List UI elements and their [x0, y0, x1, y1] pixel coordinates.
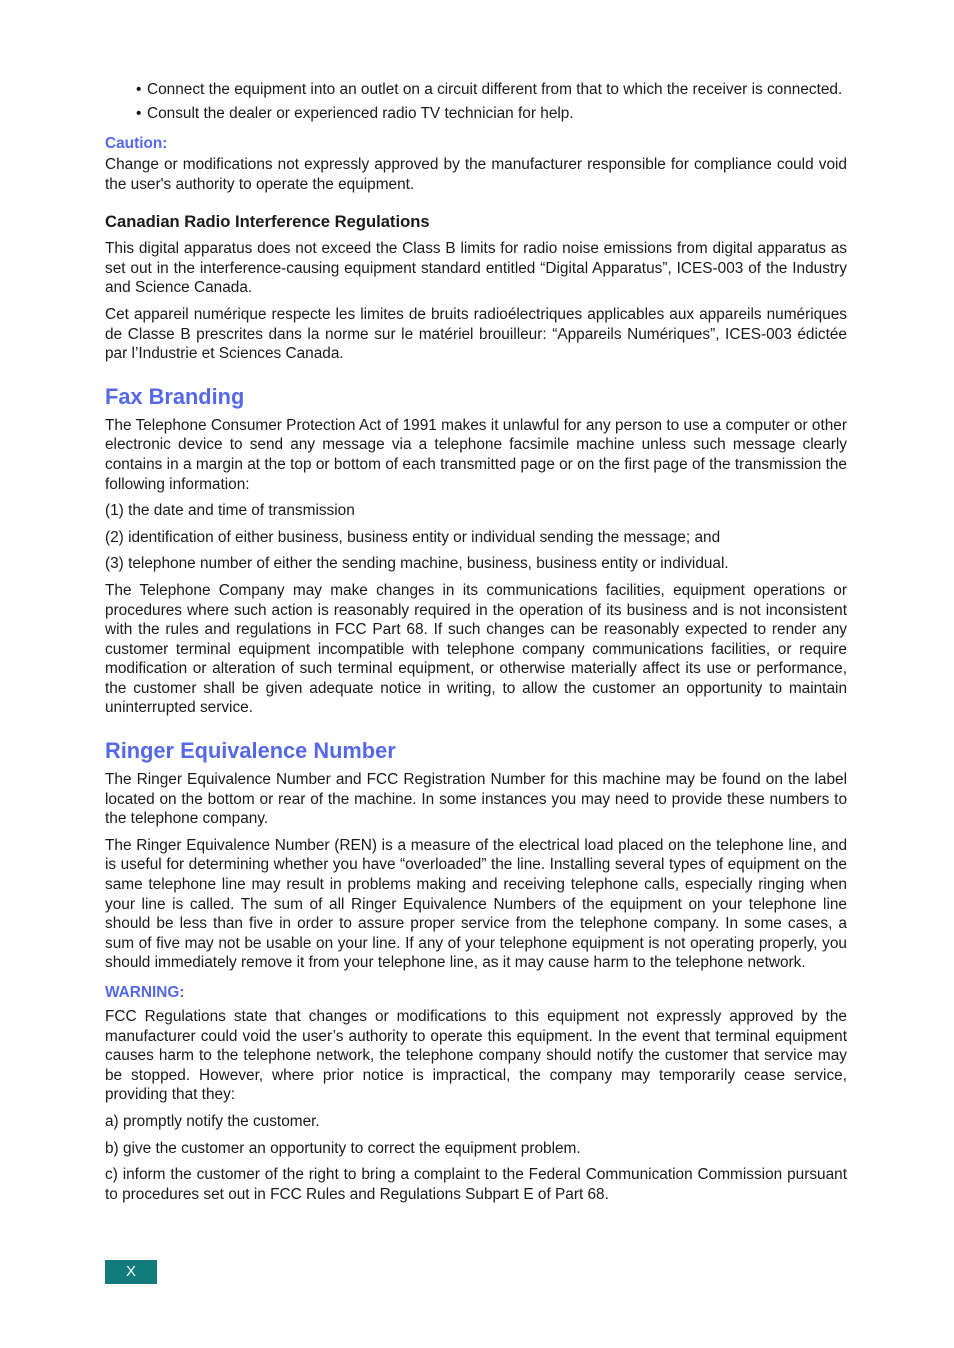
- bullet-list: [136, 79, 847, 124]
- fax-branding-intro: The Telephone Consumer Protection Act of 1991 makes it unlawful for any person to use a computer or other electronic device to send any message via a telephone facsimile machine unless such message clearly contains in a margin at the top or bottom of each transmitted page or on the first page of the transmission the following information:: [105, 416, 847, 493]
- ren-paragraph-1: The Ringer Equivalence Number and FCC Registration Number for this machine may be found on the label located on the bottom or rear of the machine. In some instances you may need to provide these numbers to the telephone company.: [105, 771, 847, 828]
- bullet-icon: •: [136, 105, 142, 122]
- warning-item: b) give the customer an opportunity to correct the equipment problem.: [105, 1139, 581, 1157]
- caution-label: Caution:: [105, 135, 168, 152]
- bullet-text: Consult the dealer or experienced radio TV technician for help.: [147, 105, 574, 122]
- canadian-paragraph-fr: Cet appareil numérique respecte les limites de bruits radioélectriques applicables aux appareils numériques de Classe B prescrites dans la norme sur le matériel brouilleur: “Appareils Numériques”, ICES-003 édictée par l’Industrie et Sciences Canada.: [105, 305, 847, 363]
- canadian-heading: Canadian Radio Interference Regulations: [105, 212, 430, 232]
- canadian-paragraph-en: This digital apparatus does not exceed the Class B limits for radio noise emissions from digital apparatus as set out in the interference-causing equipment standard entitled “Digital Apparatus”, ICES-003 of the Industry and Science Canada.: [105, 240, 847, 297]
- ren-paragraph-2: The Ringer Equivalence Number (REN) is a measure of the electrical load placed on the telephone line, and is useful for determining whether you have “overloaded” the line. Installing several types of equipment on the same telephone line may result in problems making and receiving telephone calls, especially ringing when your line is called. The sum of all Ringer Equivalence Numbers of the equipment on your telephone line should be less than five in order to assure proper service from the telephone company. In some cases, a sum of five may not be usable on your line. If any of your telephone equipment is not operating properly, you should immediately remove it from your telephone line, as it may cause harm to the telephone network.: [105, 836, 847, 972]
- fax-branding-heading: Fax Branding: [105, 383, 245, 409]
- document-page: [105, 79, 847, 1204]
- page-number-tab: X: [105, 1260, 157, 1284]
- fax-branding-item: (1) the date and time of transmission: [105, 502, 355, 520]
- fax-branding-item: (3) telephone number of either the sending machine, business, business entity or individual.: [105, 555, 729, 573]
- warning-item: c) inform the customer of the right to bring a complaint to the Federal Communication Commission pursuant to procedures set out in FCC Rules and Regulations Subpart E of Part 68.: [105, 1166, 847, 1203]
- fax-branding-item: (2) identification of either business, business entity or individual sending the message; and: [105, 528, 721, 546]
- caution-text: Change or modifications not expressly approved by the manufacturer responsible for compliance could void the user's authority to operate the equipment.: [105, 156, 847, 193]
- bullet-icon: •: [136, 81, 142, 98]
- fax-branding-closing: The Telephone Company may make changes in its communications facilities, equipment operations or procedures where such action is reasonably required in the operation of its business and is not inconsistent with the rules and regulations in FCC Part 68. If such changes can be reasonably expected to render any customer terminal equipment incompatible with telephone company communications facilities, or require modification or alteration of such terminal equipment, or otherwise materially affect its use or performance, the customer shall be given adequate notice in writing, to allow the customer an opportunity to maintain uninterrupted service.: [105, 581, 847, 717]
- warning-item: a) promptly notify the customer.: [105, 1112, 320, 1130]
- ren-heading: Ringer Equivalence Number: [105, 738, 396, 764]
- bullet-item: [136, 79, 847, 100]
- bullet-text: Connect the equipment into an outlet on a circuit different from that to which the receiver is connected.: [147, 81, 843, 98]
- bullet-item: [136, 103, 847, 124]
- warning-label: WARNING:: [105, 984, 185, 1001]
- warning-text: FCC Regulations state that changes or modifications to this equipment not expressly approved by the manufacturer could void the user’s authority to operate this equipment. In the event that terminal equipment causes harm to the telephone network, the telephone company should notify the customer that service may be stopped. However, where prior notice is impractical, the company may temporarily cease service, providing that they:: [105, 1008, 847, 1104]
